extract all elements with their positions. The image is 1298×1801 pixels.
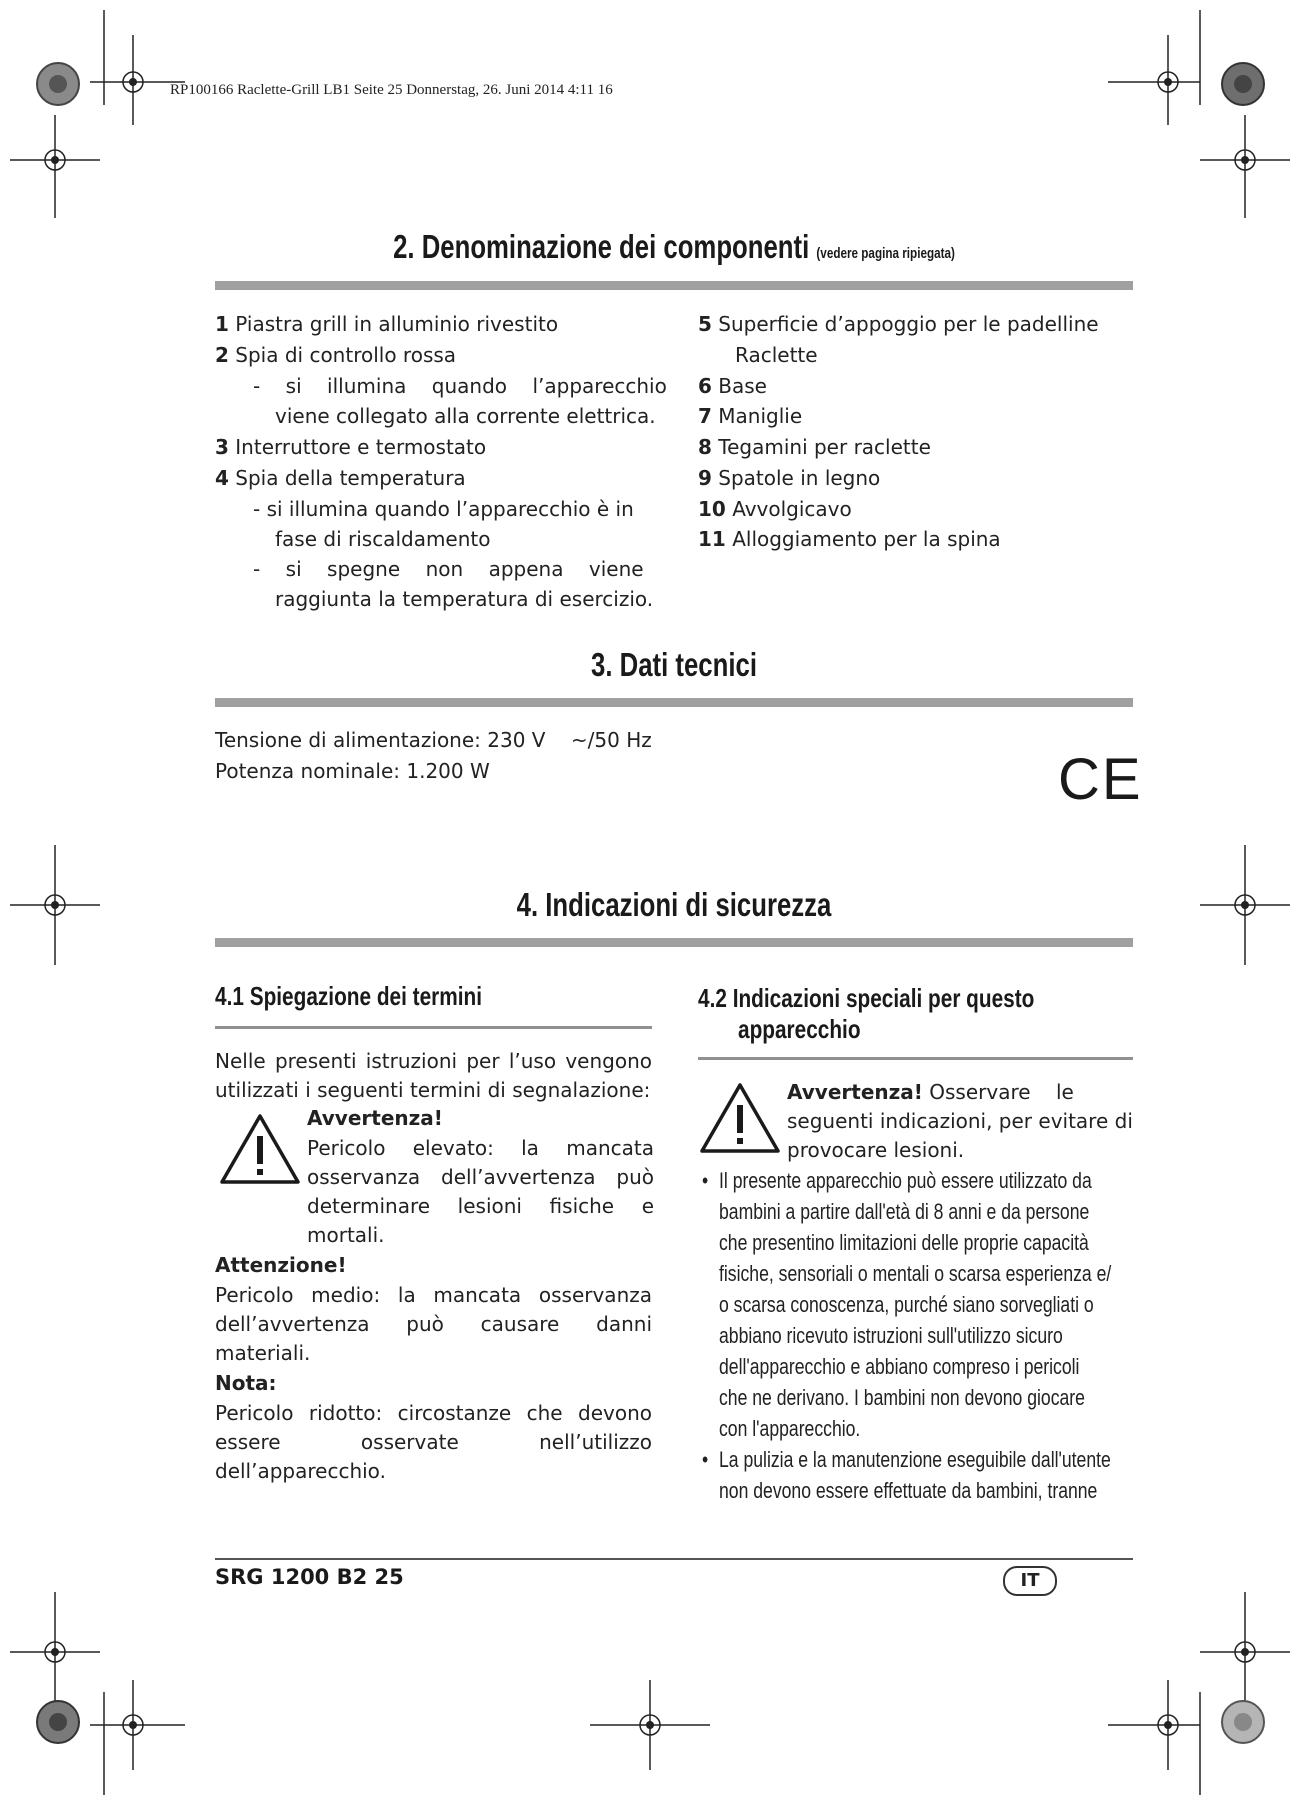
component-item-1: 1 Piastra grill in alluminio rivestito	[215, 312, 559, 336]
terms-note-line-3: dell’apparecchio.	[215, 1459, 386, 1483]
component-item-7: 7 Maniglie	[698, 404, 803, 428]
component-item-4-detail-1: - si illumina quando l’apparecchio è in	[253, 497, 634, 521]
footer-model-page: SRG 1200 B2 25	[215, 1565, 404, 1589]
section-4-rule	[215, 938, 1133, 947]
terms-warning-line-4: mortali.	[307, 1223, 385, 1247]
section-2-title-note: (vedere pagina ripiegata)	[816, 245, 955, 262]
section-3-title: 3. Dati tecnici	[591, 646, 757, 683]
subsection-4-2-rule	[698, 1057, 1133, 1060]
tech-voltage: Tensione di alimentazione: 230 V ~/50 Hz	[215, 728, 652, 752]
warning-triangle-icon	[218, 1112, 302, 1186]
bullet-1-line-8: che ne derivano. I bambini non devono giocare	[719, 1385, 1085, 1410]
bullet-1-line-9: con l'apparecchio.	[719, 1416, 861, 1441]
component-item-3: 3 Interruttore e termostato	[215, 435, 487, 459]
terms-note-line-2: essere osservate nell’utilizzo	[215, 1430, 652, 1454]
bullet-mark: •	[702, 1447, 709, 1472]
special-warning-line-3: provocare lesioni.	[787, 1138, 965, 1162]
component-item-10: 10 Avvolgicavo	[698, 497, 852, 521]
bullet-1-line-2: bambini a partire dall'età di 8 anni e da persone	[719, 1199, 1090, 1224]
terms-note-line-1: Pericolo ridotto: circostanze che devono	[215, 1401, 652, 1425]
bullet-1-line-5: o scarsa conoscenza, purché siano sorvegliati o	[719, 1292, 1094, 1317]
tech-power: Potenza nominale: 1.200 W	[215, 759, 490, 783]
section-2-title-text: 2. Denominazione dei componenti	[393, 228, 810, 265]
bullet-2-line-2: non devono essere effettuate da bambini, tranne	[719, 1478, 1098, 1503]
terms-attention-label: Attenzione!	[215, 1253, 347, 1277]
terms-warning-label: Avvertenza!	[307, 1106, 443, 1130]
component-item-8: 8 Tegamini per raclette	[698, 435, 931, 459]
warning-triangle-icon	[698, 1081, 782, 1155]
bullet-1-line-3: che presentino limitazioni delle proprie capacità	[719, 1230, 1089, 1255]
component-item-4-detail-2: - si spegne non appena viene	[253, 557, 644, 581]
subsection-4-1-title: 4.1 Spiegazione dei termini	[215, 981, 483, 1011]
terms-attention-line-3: materiali.	[215, 1341, 311, 1365]
terms-attention-line-2: dell’avvertenza può causare danni	[215, 1312, 652, 1336]
bullet-1-line-4: fisiche, sensoriali o mentali o scarsa esperienza e/	[719, 1261, 1112, 1286]
component-item-4-detail-1-cont: fase di riscaldamento	[275, 527, 491, 551]
language-badge: IT	[1003, 1566, 1057, 1596]
ce-mark: CE	[1058, 747, 1143, 812]
terms-warning-line-1: Pericolo elevato: la mancata	[307, 1136, 654, 1160]
section-2-title	[316, 228, 1032, 266]
print-header: RP100166 Raclette-Grill LB1 Seite 25 Donnerstag, 26. Juni 2014 4:11 16	[170, 82, 613, 98]
bullet-mark: •	[702, 1168, 709, 1193]
component-item-2: 2 Spia di controllo rossa	[215, 343, 457, 367]
component-item-4-detail-2-cont: raggiunta la temperatura di esercizio.	[275, 587, 654, 611]
subsection-4-2-title-line-1: 4.2 Indicazioni speciali per questo	[698, 983, 1035, 1013]
bullet-1-line-6: abbiano ricevuto istruzioni sull'utilizzo sicuro	[719, 1323, 1063, 1348]
special-warning-line-1: Avvertenza! Osservare le	[787, 1080, 1074, 1104]
terms-note-label: Nota:	[215, 1371, 277, 1395]
terms-intro-1: Nelle presenti istruzioni per l’uso vengono	[215, 1049, 652, 1073]
section-4-title: 4. Indicazioni di sicurezza	[516, 886, 832, 923]
special-warning-line-2: seguenti indicazioni, per evitare di	[787, 1109, 1133, 1133]
bullet-2-line-1: La pulizia e la manutenzione eseguibile dall'utente	[719, 1447, 1111, 1472]
component-item-5: 5 Superficie d’appoggio per le padelline	[698, 312, 1099, 336]
section-3-rule	[215, 698, 1133, 707]
component-item-2-detail-cont: viene collegato alla corrente elettrica.	[275, 404, 656, 428]
footer-rule	[215, 1558, 1133, 1560]
bullet-1-line-7: dell'apparecchio e abbiano compreso i pericoli	[719, 1354, 1080, 1379]
component-item-11: 11 Alloggiamento per la spina	[698, 527, 1001, 551]
component-item-6: 6 Base	[698, 374, 767, 398]
terms-attention-line-1: Pericolo medio: la mancata osservanza	[215, 1283, 652, 1307]
component-item-9: 9 Spatole in legno	[698, 466, 881, 490]
terms-intro-2: utilizzati i seguenti termini di segnalazione:	[215, 1078, 651, 1102]
component-item-5-cont: Raclette	[735, 343, 818, 367]
component-item-4: 4 Spia della temperatura	[215, 466, 466, 490]
subsection-4-2-title-line-2: apparecchio	[738, 1014, 861, 1044]
section-2-rule	[215, 281, 1133, 290]
bullet-1-line-1: Il presente apparecchio può essere utilizzato da	[719, 1168, 1092, 1193]
terms-warning-line-3: determinare lesioni fisiche e	[307, 1194, 654, 1218]
terms-warning-line-2: osservanza dell’avvertenza può	[307, 1165, 654, 1189]
component-item-2-detail: - si illumina quando l’apparecchio	[253, 374, 667, 398]
subsection-4-1-rule	[215, 1026, 652, 1029]
